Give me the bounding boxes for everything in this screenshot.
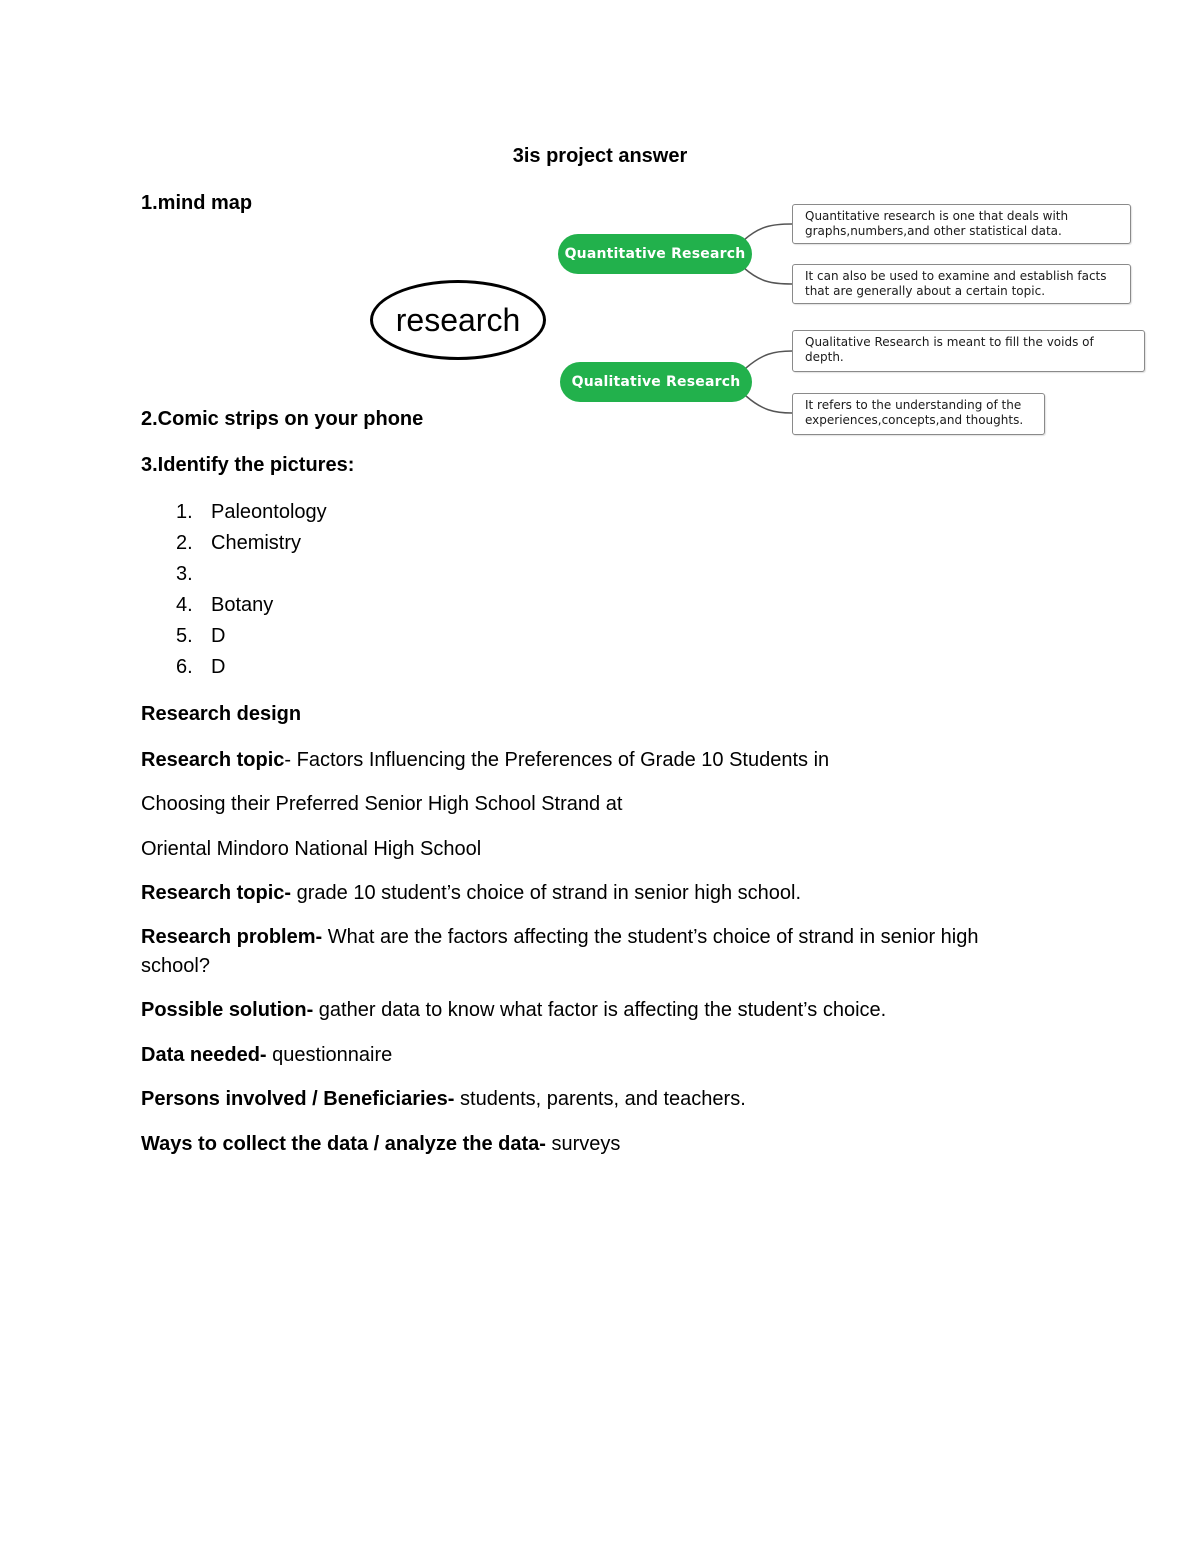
mind-map-heading: 1.mind map [141, 192, 253, 214]
ways-to-collect: Ways to collect the data / analyze the data- surveys [141, 1133, 621, 1155]
quantitative-note-2: It can also be used to examine and establish facts that are generally about a certain topic. [792, 264, 1131, 304]
document-page: 3is project answer 1.mind map research Quantitative Research Qualitative Research Quantitative research is one that deals with graphs,numbers,and other statistical data. It can also be used to examine and establish facts that are generally about a certain topic. Qualitative Research is meant to fill the voids of depth. It refers to the understanding of the experiences,concepts,and thoughts. 2.Comic strips on your phone 3.Identify the pictures: 1. Paleontology 2. Chemistry 3. 4. Botany 5. D 6. D Research design Research topic- Factors Influencing the Preferences of Grade 10 Students in Choosing their Preferred Senior High School Strand at Oriental Mindoro National High School Research topic- grade 10 student’s choice of strand in senior high school. Research problem- What are the factors affecting the student’s choice of strand in senior high school? Possible solution- gather data to know what factor is affecting the student’s choice. Data needed- questionnaire Persons involved / Beneficiaries- students, parents, and teachers. Ways to collect the data / analyze the data- surveys [0, 0, 1200, 1553]
qualitative-note-1: Qualitative Research is meant to fill the voids of depth. [792, 330, 1145, 372]
data-needed: Data needed- questionnaire [141, 1044, 393, 1066]
research-problem: Research problem- What are the factors affecting the student’s choice of strand in senior high [141, 926, 979, 948]
qualitative-note-2: It refers to the understanding of the experiences,concepts,and thoughts. [792, 393, 1045, 435]
page-title: 3is project answer [512, 145, 688, 167]
research-topic-1-line-3: Oriental Mindoro National High School [141, 838, 482, 860]
connector-qual-1 [746, 351, 792, 368]
research-topic-1: Research topic- Factors Influencing the Preferences of Grade 10 Students in [141, 749, 830, 771]
identify-pictures-heading: 3.Identify the pictures: [141, 454, 355, 476]
mind-map-center-node: research [370, 280, 546, 360]
research-topic-1-line-2: Choosing their Preferred Senior High School Strand at [141, 793, 623, 815]
possible-solution: Possible solution- gather data to know what factor is affecting the student’s choice. [141, 999, 887, 1021]
quantitative-research-node: Quantitative Research [558, 234, 752, 274]
research-topic-2: Research topic- grade 10 student’s choice of strand in senior high school. [141, 882, 802, 904]
qualitative-research-node: Qualitative Research [560, 362, 752, 402]
connector-quant-1 [744, 224, 792, 240]
comic-strips-heading: 2.Comic strips on your phone [141, 408, 424, 430]
research-design-heading: Research design [141, 703, 302, 725]
persons-involved: Persons involved / Beneficiaries- students, parents, and teachers. [141, 1088, 746, 1110]
connector-quant-2 [744, 268, 792, 284]
quantitative-note-1: Quantitative research is one that deals with graphs,numbers,and other statistical data. [792, 204, 1131, 244]
connector-qual-2 [746, 396, 792, 413]
research-problem-line-2: school? [141, 955, 210, 977]
